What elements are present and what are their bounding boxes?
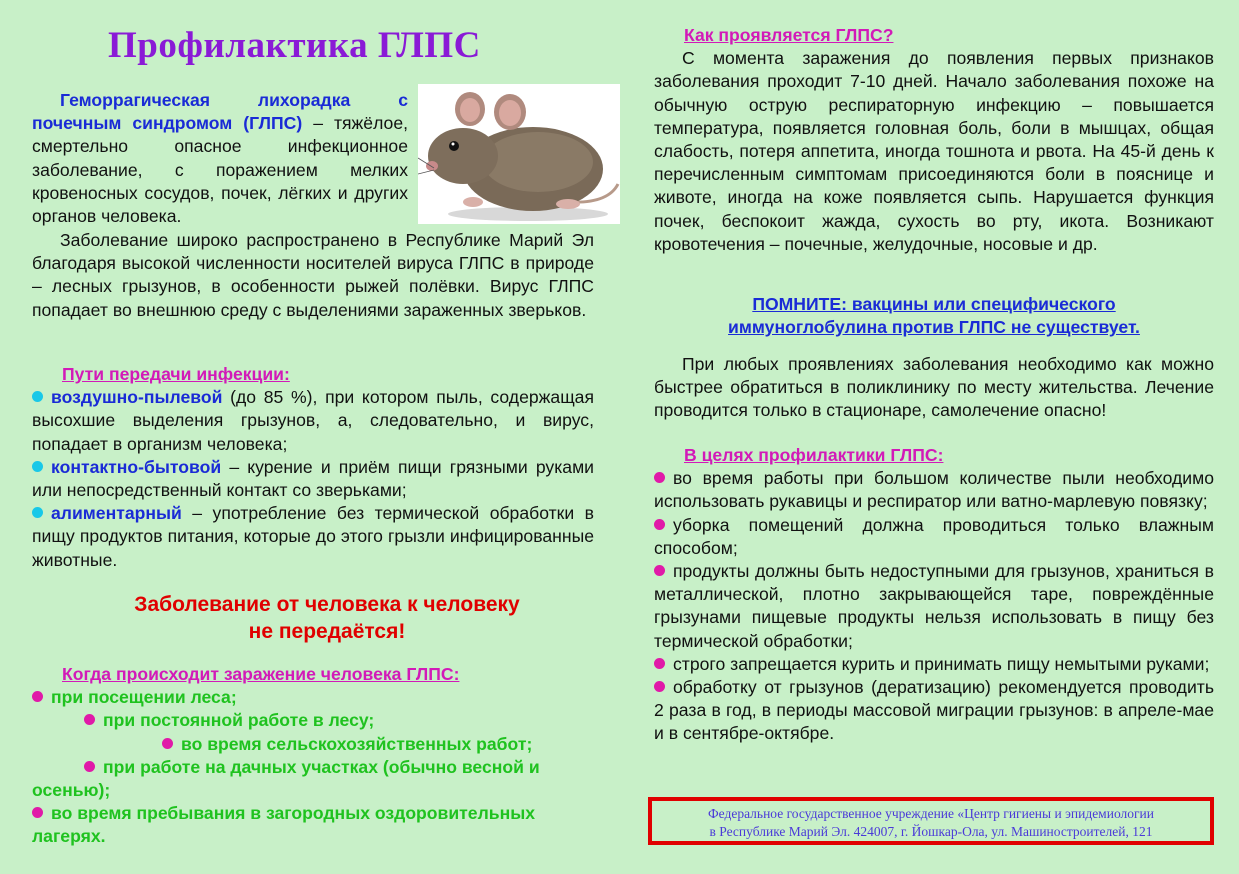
prevention-item: строго запрещается курить и принимать пищу немытыми руками; bbox=[654, 653, 1214, 676]
bullet-icon bbox=[84, 714, 95, 725]
intro-paragraph bbox=[32, 89, 408, 228]
not-transmitted-line1: Заболевание от человека к человеку bbox=[134, 593, 520, 616]
intro-text: – тяжёлое, смертельно опасное инфекционное заболевание, с поражением мелких кровеносных сосудов, почек, лёгких и других органов человека. bbox=[32, 113, 409, 227]
intro-highlight: Геморрагическая лихорадка с почечным синдромом (ГЛПС) bbox=[32, 90, 408, 134]
prevention-item: во время работы при большом количестве пыли необходимо использовать рукавицы и респиратор или ватно-марлевую повязку; bbox=[654, 468, 1214, 512]
spread-paragraph: Заболевание широко распространено в Республике Марий Эл благодаря высокой численности носителей вируса ГЛПС в природе – лесных грызунов, в особенности рыжей полёвки. Вирус ГЛПС попадает во внешнюю среду с выделениями зараженных зверьков. bbox=[32, 230, 594, 320]
path-item: воздушно-пылевой (до 85 %), при котором пыль, содержащая высохшие выделения грызунов, а, следовательно, и вирус, попадает в организм человека; bbox=[32, 387, 594, 454]
footer-line1: Федеральное государственное учреждение «Центр гигиены и эпидемиологии bbox=[707, 806, 1154, 821]
bullet-icon bbox=[32, 391, 43, 402]
bullet-icon bbox=[32, 691, 43, 702]
organization-footer bbox=[648, 797, 1214, 845]
paths-block bbox=[32, 363, 594, 572]
bullet-icon bbox=[654, 519, 665, 530]
footer-line2: в Республике Марий Эл. 424007, г. Йошкар-Ола, ул. Машиностроителей, 121 bbox=[709, 824, 1153, 839]
symptoms-block bbox=[654, 24, 1214, 256]
bullet-icon bbox=[162, 738, 173, 749]
page-title: Профилактика ГЛПС bbox=[108, 25, 481, 66]
remember-notice bbox=[654, 293, 1214, 339]
when-item: во время сельскохозяйственных работ; bbox=[32, 733, 594, 756]
when-item: при работе на дачных участках (обычно весной и осенью); bbox=[32, 756, 540, 801]
when-heading: Когда происходит заражение человека ГЛПС: bbox=[62, 664, 460, 684]
prevention-block bbox=[654, 444, 1214, 746]
advice-text: При любых проявлениях заболевания необходимо как можно быстрее обратиться в поликлинику по месту жительства. Лечение проводится только в стационаре, самолечение опасно! bbox=[654, 354, 1214, 421]
remember-line2: иммуноглобулина против ГЛПС не существует. bbox=[728, 317, 1140, 337]
path-item: алиментарный – употребление без термической обработки в пищу продуктов питания, которые до этого грызли инфицированные животные. bbox=[32, 503, 594, 570]
prevention-item: обработку от грызунов (дератизацию) рекомендуется проводить 2 раза в год, в периоды массовой миграции грызунов: в апреле-мае и в сентябре-октябре. bbox=[654, 677, 1214, 744]
bullet-icon bbox=[32, 507, 43, 518]
spread-block bbox=[32, 229, 594, 322]
advice-block bbox=[654, 353, 1214, 423]
bullet-icon bbox=[32, 807, 43, 818]
prevention-item: уборка помещений должна проводиться только влажным способом; bbox=[654, 514, 1214, 558]
bullet-icon bbox=[84, 761, 95, 772]
symptoms-heading: Как проявляется ГЛПС? bbox=[684, 25, 894, 45]
mouse-icon bbox=[418, 84, 620, 224]
when-item: во время пребывания в загородных оздоровительных лагерях. bbox=[32, 803, 536, 847]
prevention-item: продукты должны быть недоступными для грызунов, храниться в металлической, плотно закрывающейся таре, повреждённые грызунами пищевые продукты нельзя использовать в пищу без термической обработки; bbox=[654, 561, 1214, 651]
when-item: при постоянной работе в лесу; bbox=[32, 709, 594, 732]
not-transmitted-line2: не передаётся! bbox=[248, 620, 406, 643]
when-item: при посещении леса; bbox=[32, 686, 594, 709]
path-item: контактно-бытовой – курение и приём пищи грязными руками или непосредственный контакт со зверьками; bbox=[32, 456, 594, 501]
paths-heading: Пути передачи инфекции: bbox=[62, 364, 290, 384]
bullet-icon bbox=[654, 565, 665, 576]
intro-block bbox=[32, 89, 408, 228]
symptoms-text: С момента заражения до появления первых признаков заболевания проходит 7-10 дней. Начало заболевания похоже на обычную острую респираторную инфекцию – повышается температура, появляется головная боль, боли в мышцах, общая слабость, потеря аппетита, иногда тошнота и рвота. На 45-й день к перечисленным симптомам присоединяются боли в пояснице и животе, иногда на коже появляется сыпь. Нарушается функция почек, беспокоит жажда, сухость во рту, икота. Возникают кровотечения – почечные, желудочные, носовые и др. bbox=[654, 48, 1214, 254]
bullet-icon bbox=[32, 461, 43, 472]
prevention-heading: В целях профилактики ГЛПС: bbox=[684, 445, 944, 465]
not-transmitted-notice bbox=[32, 591, 622, 645]
remember-line1: ПОМНИТЕ: вакцины или специфического bbox=[752, 294, 1116, 314]
when-block bbox=[32, 663, 594, 849]
bullet-icon bbox=[654, 472, 665, 483]
bullet-icon bbox=[654, 681, 665, 692]
mouse-image bbox=[418, 84, 620, 224]
bullet-icon bbox=[654, 658, 665, 669]
